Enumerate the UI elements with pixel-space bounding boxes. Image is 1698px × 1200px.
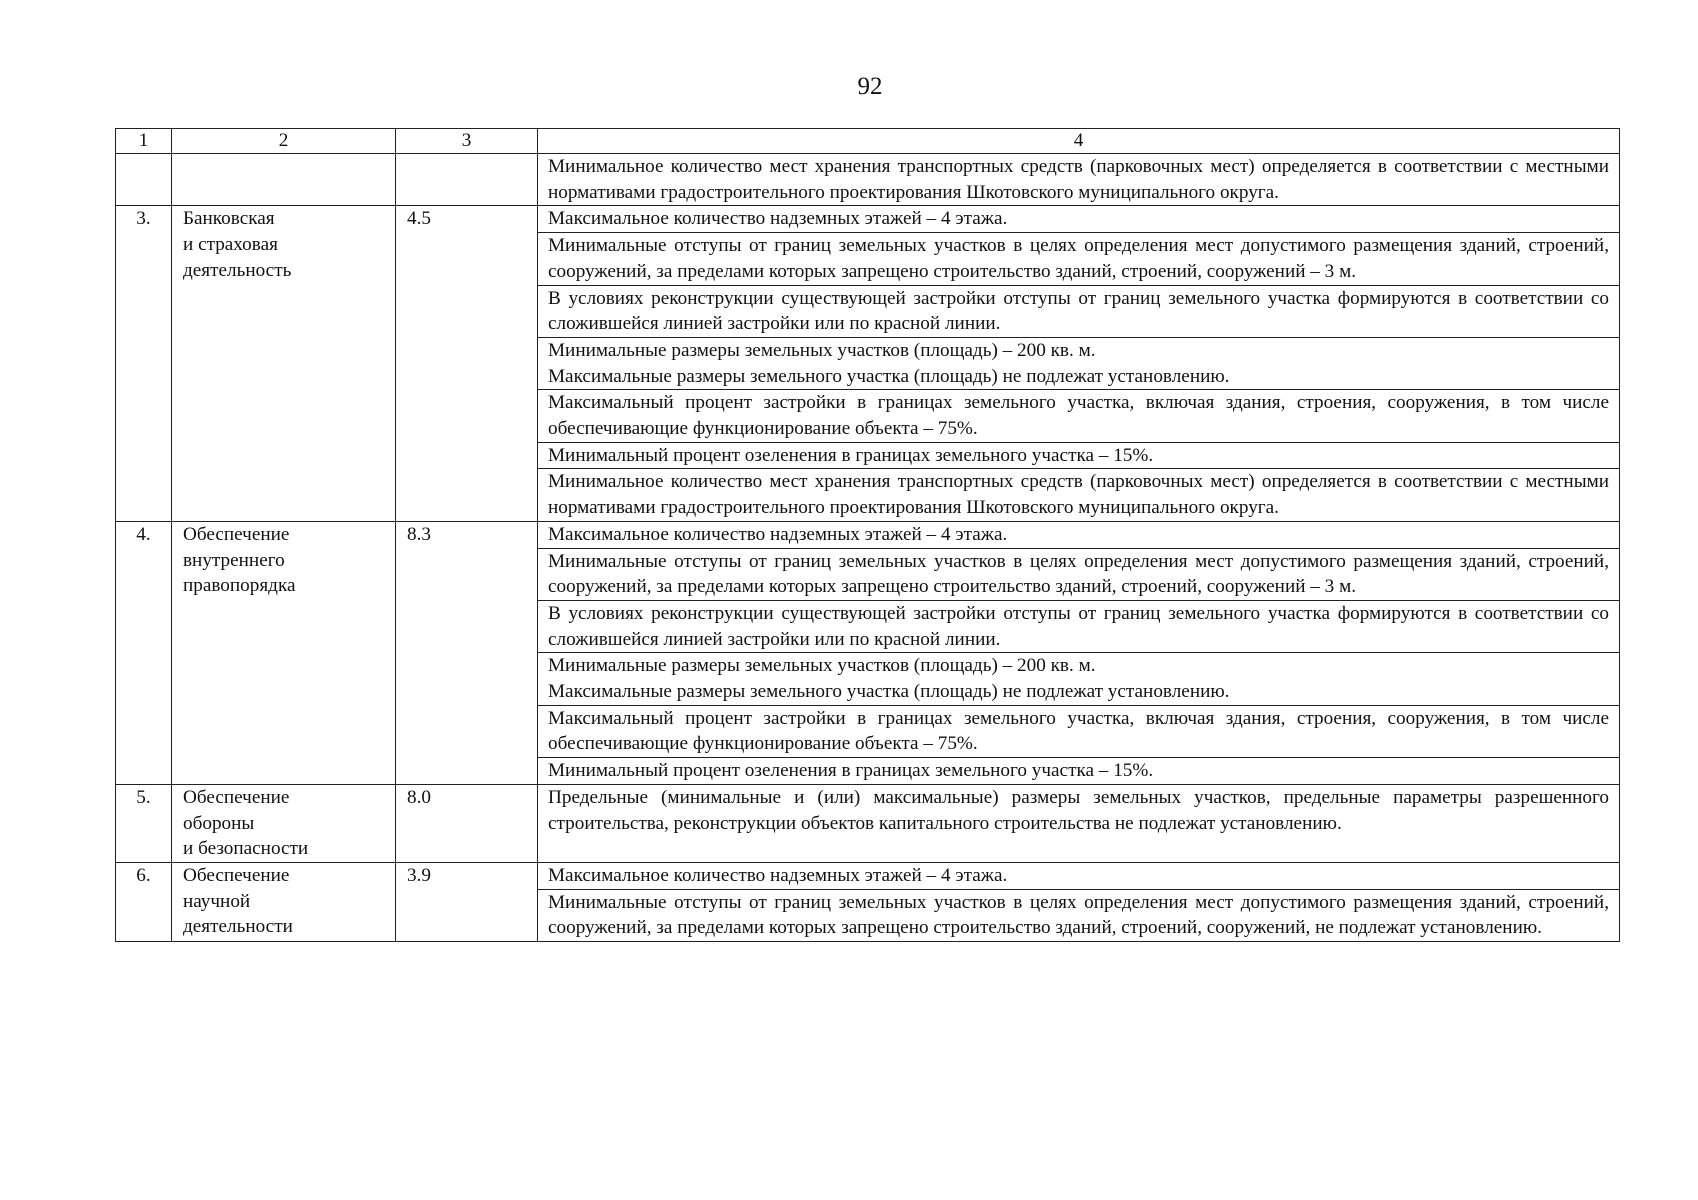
use-code-cell: 4.5 <box>396 206 538 521</box>
column-number-header-row <box>116 129 1620 154</box>
parameter-cell: Минимальный процент озеленения в границах земельного участка – 15%. <box>538 758 1620 785</box>
row-number-cell <box>116 154 172 206</box>
parameter-cell: Минимальные отступы от границ земельных участков в целях определения мест допустимого размещения зданий, строений, сооружений, за пределами которых запрещено строительство зданий, строений, сооружений – 3 м. <box>538 233 1620 285</box>
parameter-cell: Минимальные размеры земельных участков (площадь) – 200 кв. м. Максимальные размеры земельного участка (площадь) не подлежат установлению. <box>538 653 1620 705</box>
row-number-cell: 4. <box>116 521 172 784</box>
use-type-cell: Банковская и страховая деятельность <box>172 206 396 521</box>
use-code-cell: 8.3 <box>396 521 538 784</box>
use-code-cell <box>396 154 538 206</box>
parameter-cell: Минимальные отступы от границ земельных участков в целях определения мест допустимого размещения зданий, строений, сооружений, за пределами которых запрещено строительство зданий, строений, сооружений, не подлежат установлению. <box>538 889 1620 941</box>
table-row <box>116 862 1620 889</box>
parameter-cell: В условиях реконструкции существующей застройки отступы от границ земельного участка формируются в соответствии со сложившейся линией застройки или по красной линии. <box>538 285 1620 337</box>
parameter-cell: Минимальный процент озеленения в границах земельного участка – 15%. <box>538 442 1620 469</box>
use-code-cell: 3.9 <box>396 862 538 941</box>
parameter-cell: Максимальное количество надземных этажей – 4 этажа. <box>538 862 1620 889</box>
parameter-cell: Минимальное количество мест хранения транспортных средств (парковочных мест) определяется в соответствии с местными нормативами градостроительного проектирования Шкотовского муниципального округа. <box>538 154 1620 206</box>
continuation-row <box>116 154 1620 206</box>
page-number: 92 <box>857 73 883 100</box>
row-number-cell: 3. <box>116 206 172 521</box>
parameter-cell: Минимальные отступы от границ земельных участков в целях определения мест допустимого размещения зданий, строений, сооружений, за пределами которых запрещено строительство зданий, строений, сооружений – 3 м. <box>538 548 1620 600</box>
parameter-cell: Максимальное количество надземных этажей – 4 этажа. <box>538 206 1620 233</box>
table-row <box>116 521 1620 548</box>
parameter-cell: Максимальный процент застройки в границах земельного участка, включая здания, строения, сооружения, в том числе обеспечивающие функционирование объекта – 75%. <box>538 390 1620 442</box>
table-row <box>116 206 1620 233</box>
table-row <box>116 784 1620 862</box>
row-number-cell: 5. <box>116 784 172 862</box>
use-type-cell <box>172 154 396 206</box>
row-number-cell: 6. <box>116 862 172 941</box>
column-header-2: 2 <box>172 129 396 154</box>
parameter-cell: Минимальные размеры земельных участков (площадь) – 200 кв. м. Максимальные размеры земельного участка (площадь) не подлежат установлению. <box>538 337 1620 389</box>
parameter-cell: Максимальный процент застройки в границах земельного участка, включая здания, строения, сооружения, в том числе обеспечивающие функционирование объекта – 75%. <box>538 705 1620 757</box>
parameter-cell: Минимальное количество мест хранения транспортных средств (парковочных мест) определяется в соответствии с местными нормативами градостроительного проектирования Шкотовского муниципального округа. <box>538 469 1620 521</box>
parameter-cell: В условиях реконструкции существующей застройки отступы от границ земельного участка формируются в соответствии со сложившейся линией застройки или по красной линии. <box>538 600 1620 652</box>
use-type-cell: Обеспечение научной деятельности <box>172 862 396 941</box>
column-header-4: 4 <box>538 129 1620 154</box>
zoning-parameters-table <box>115 128 1620 942</box>
column-header-3: 3 <box>396 129 538 154</box>
use-type-cell: Обеспечение обороны и безопасности <box>172 784 396 862</box>
use-type-cell: Обеспечение внутреннего правопорядка <box>172 521 396 784</box>
use-code-cell: 8.0 <box>396 784 538 862</box>
parameter-cell: Максимальное количество надземных этажей – 4 этажа. <box>538 521 1620 548</box>
column-header-1: 1 <box>116 129 172 154</box>
parameter-cell: Предельные (минимальные и (или) максимальные) размеры земельных участков, предельные параметры разрешенного строительства, реконструкции объектов капитального строительства не подлежат установлению. <box>538 784 1620 862</box>
